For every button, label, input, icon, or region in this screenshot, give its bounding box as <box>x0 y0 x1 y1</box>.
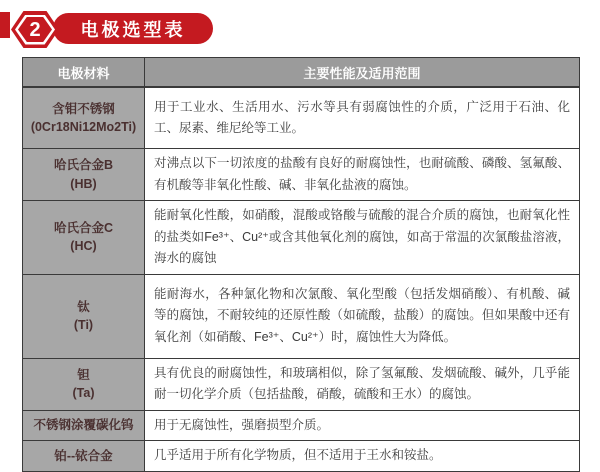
description-cell: 用于无腐蚀性，强磨损型介质。 <box>145 410 580 441</box>
material-code: (HC) <box>70 239 97 254</box>
description-cell: 用于工业水、生活用水、污水等具有弱腐蚀性的介质，广泛用于石油、化工、尿素、维尼纶等工业。 <box>145 87 580 149</box>
section-number-badge <box>11 11 59 48</box>
material-cell <box>23 274 145 358</box>
description-cell: 能耐氧化性酸，如硝酸，混酸或铬酸与硫酸的混合介质的腐蚀，也耐氧化性的盐类如Fe³⁺、Cu²⁺或含其他氧化剂的腐蚀，如高于常温的次氯酸盐溶液，海水的腐蚀 <box>145 201 580 275</box>
table-header-row <box>23 58 580 88</box>
header-performance: 主要性能及适用范围 <box>145 58 580 88</box>
material-cell <box>23 410 145 441</box>
material-name: 铂--铱合金 <box>54 448 113 463</box>
table-row <box>23 274 580 358</box>
electrode-selection-table <box>22 57 580 472</box>
table-row <box>23 201 580 275</box>
material-code: (0Cr18Ni12Mo2Ti) <box>30 120 137 134</box>
material-cell <box>23 149 145 201</box>
table-row <box>23 410 580 441</box>
header-material: 电极材料 <box>23 58 145 88</box>
material-cell <box>23 87 145 149</box>
material-name: 含钼不锈钢 <box>52 101 115 116</box>
left-edge-accent-square <box>0 12 10 38</box>
material-name: 不锈钢涂覆碳化钨 <box>33 418 134 433</box>
table-row <box>23 441 580 472</box>
description-cell: 几乎适用于所有化学物质，但不适用于王水和铵盐。 <box>145 441 580 472</box>
page-title: 电极选型表 <box>53 13 213 44</box>
material-cell <box>23 358 145 410</box>
material-name: 哈氏合金C <box>53 221 114 236</box>
material-code: (Ta) <box>72 386 95 400</box>
material-name: 哈氏合金B <box>53 158 114 173</box>
description-cell: 能耐海水，各种氯化物和次氯酸、氧化型酸（包括发烟硝酸）、有机酸、碱等的腐蚀，不耐较纯的还原性酸（如硫酸，盐酸）的腐蚀。但如果酸中还有氧化剂（如硝酸、Fe³⁺、Cu²⁺）时，腐蚀性大为降低。 <box>145 274 580 358</box>
section-number: 2 <box>29 18 41 41</box>
material-code: (Ti) <box>73 318 94 332</box>
material-code: (HB) <box>70 176 97 191</box>
material-cell <box>23 441 145 472</box>
description-cell: 具有优良的耐腐蚀性，和玻璃相似，除了氢氟酸、发烟硫酸、碱外，几乎能耐一切化学介质（包括盐酸，硝酸，硫酸和王水）的腐蚀。 <box>145 358 580 410</box>
table-row <box>23 149 580 201</box>
material-name: 钽 <box>77 367 90 382</box>
description-cell: 对沸点以下一切浓度的盐酸有良好的耐腐蚀性，也耐硫酸、磷酸、氢氟酸、有机酸等非氧化性酸、碱、非氧化盐液的腐蚀。 <box>145 149 580 201</box>
material-name: 钛 <box>77 299 90 314</box>
material-cell <box>23 201 145 275</box>
table-row <box>23 358 580 410</box>
table-row <box>23 87 580 149</box>
